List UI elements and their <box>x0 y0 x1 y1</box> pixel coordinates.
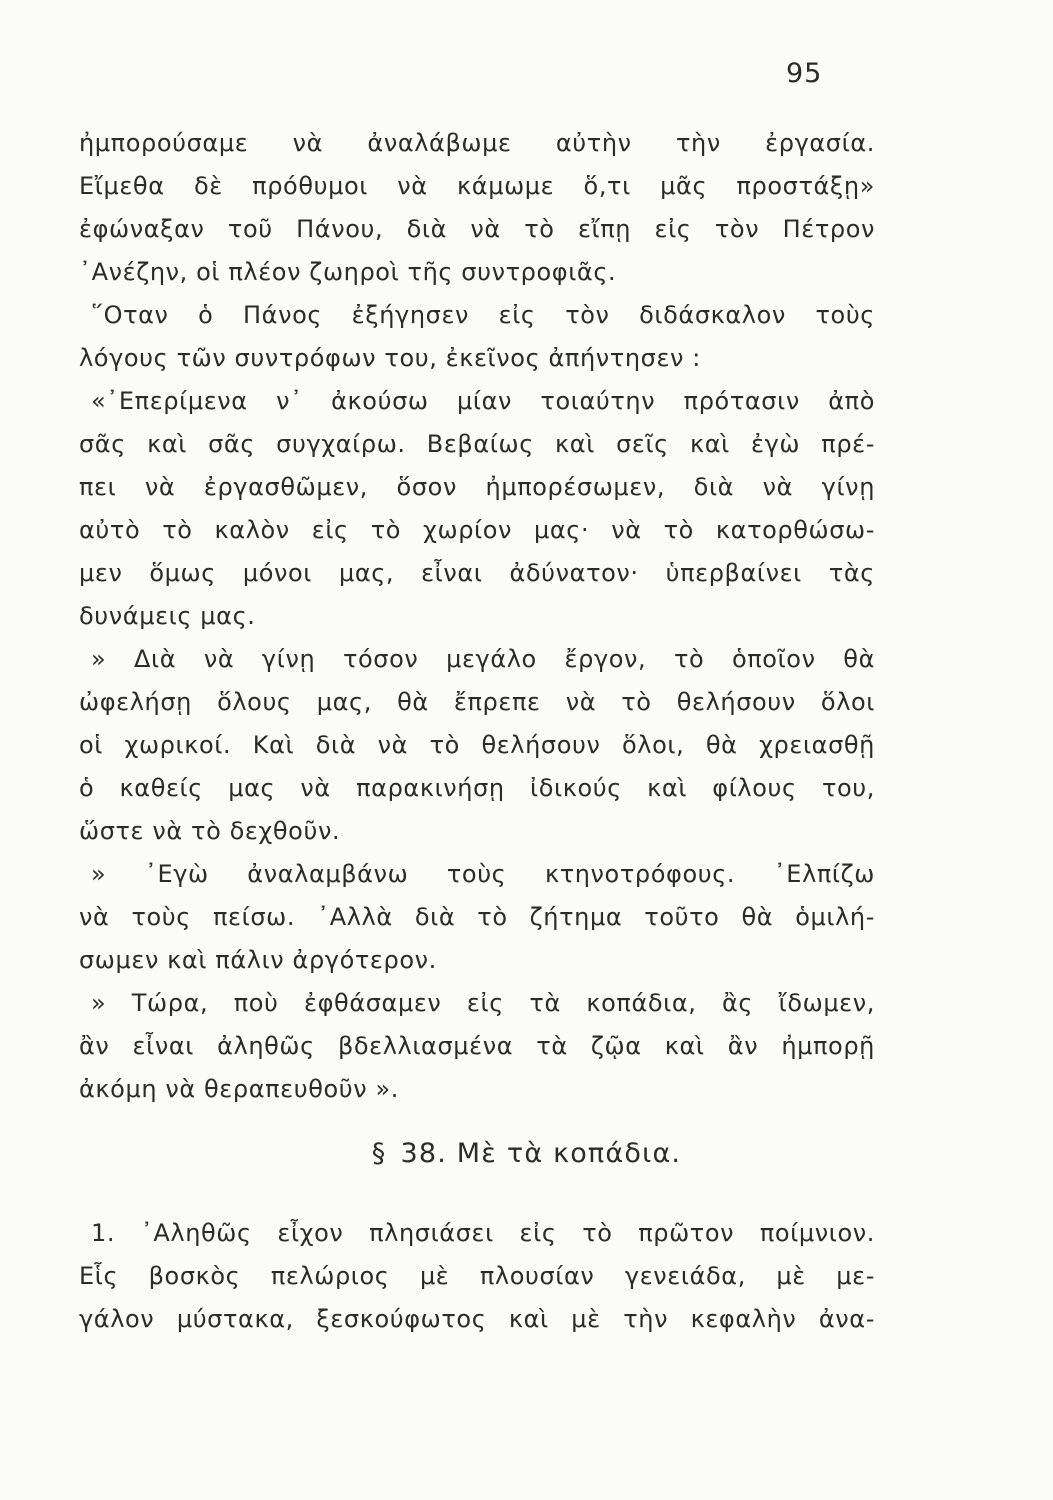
section-title: 38. Μὲ τὰ κοπάδια. <box>400 1138 682 1169</box>
text-line: γάλον μύστακα, ξεσκούφωτος καὶ μὲ τὴν κεφαλὴν ἀνα- <box>79 1305 875 1333</box>
text-line: ὠφελήσῃ ὅλους μας, θὰ ἔπρεπε νὰ τὸ θελήσουν ὅλοι <box>79 688 875 716</box>
paragraph <box>79 122 875 294</box>
paragraph <box>79 638 875 853</box>
text-line: » Τώρα, ποὺ ἐφθάσαμεν εἰς τὰ κοπάδια, ἂς ἴδωμεν, <box>91 989 875 1017</box>
text-line: Εἷς βοσκὸς πελώριος μὲ πλουσίαν γενειάδα, μὲ με- <box>79 1262 875 1290</box>
body-text-top <box>79 122 875 1111</box>
text-line: » Διὰ νὰ γίνῃ τόσον μεγάλο ἔργον, τὸ ὁποῖον θὰ <box>91 645 875 673</box>
section-symbol: § <box>371 1138 387 1169</box>
text-line: ἀκόμη νὰ θεραπευθοῦν ». <box>79 1075 400 1103</box>
paragraph <box>79 380 875 638</box>
paragraph <box>79 1212 875 1341</box>
text-line: «᾿Επερίμενα ν᾿ ἀκούσω μίαν τοιαύτην πρότασιν ἀπὸ <box>91 387 875 415</box>
text-line: νὰ τοὺς πείσω. ᾿Αλλὰ διὰ τὸ ζήτημα τοῦτο θὰ ὁμιλή- <box>79 903 875 931</box>
text-line: ἂν εἶναι ἀληθῶς βδελλιασμένα τὰ ζῷα καὶ ἂν ἠμπορῇ <box>79 1032 875 1060</box>
text-line: » ᾿Εγὼ ἀναλαμβάνω τοὺς κτηνοτρόφους. ᾿Ελπίζω <box>91 860 875 888</box>
text-line: ᾿Ανέζην, οἱ πλέον ζωηροὶ τῆς συντροφιᾶς. <box>79 258 617 286</box>
body-text-bottom <box>79 1212 875 1341</box>
paragraph <box>79 294 875 380</box>
text-line: ἠμπορούσαμε νὰ ἀναλάβωμε αὐτὴν τὴν ἐργασία. <box>79 129 875 157</box>
text-line: ὁ καθείς μας νὰ παρακινήσῃ ἰδικούς καὶ φίλους του, <box>79 774 875 802</box>
text-line: μεν ὅμως μόνοι μας, εἶναι ἀδύνατον· ὑπερβαίνει τὰς <box>79 559 875 587</box>
text-line: πει νὰ ἐργασθῶμεν, ὅσον ἠμπορέσωμεν, διὰ νὰ γίνῃ <box>79 473 875 501</box>
text-line: 1. ᾿Αληθῶς εἶχον πλησιάσει εἰς τὸ πρῶτον ποίμνιον. <box>91 1219 875 1247</box>
text-line: ὥστε νὰ τὸ δεχθοῦν. <box>79 817 341 845</box>
text-line: λόγους τῶν συντρόφων του, ἐκεῖνος ἀπήντησεν : <box>79 344 701 372</box>
text-line: Εἴμεθα δὲ πρόθυμοι νὰ κάμωμε ὅ,τι μᾶς προστάξῃ» <box>79 172 875 200</box>
text-line: σᾶς καὶ σᾶς συγχαίρω. Βεβαίως καὶ σεῖς καὶ ἐγὼ πρέ- <box>79 430 875 458</box>
page-number: 95 <box>786 58 823 89</box>
paragraph <box>79 853 875 982</box>
text-line: οἱ χωρικοί. Καὶ διὰ νὰ τὸ θελήσουν ὅλοι, θὰ χρειασθῇ <box>79 731 875 759</box>
text-line: δυνάμεις μας. <box>79 602 256 630</box>
section-heading <box>0 1138 1053 1169</box>
text-line: ῞Οταν ὁ Πάνος ἐξήγησεν εἰς τὸν διδάσκαλον τοὺς <box>91 301 875 329</box>
paragraph <box>79 982 875 1111</box>
text-line: αὐτὸ τὸ καλὸν εἰς τὸ χωρίον μας· νὰ τὸ κατορθώσω- <box>79 516 875 544</box>
text-line: ἐφώναξαν τοῦ Πάνου, διὰ νὰ τὸ εἴπῃ εἰς τὸν Πέτρον <box>79 215 875 243</box>
text-line: σωμεν καὶ πάλιν ἀργότερον. <box>79 946 437 974</box>
